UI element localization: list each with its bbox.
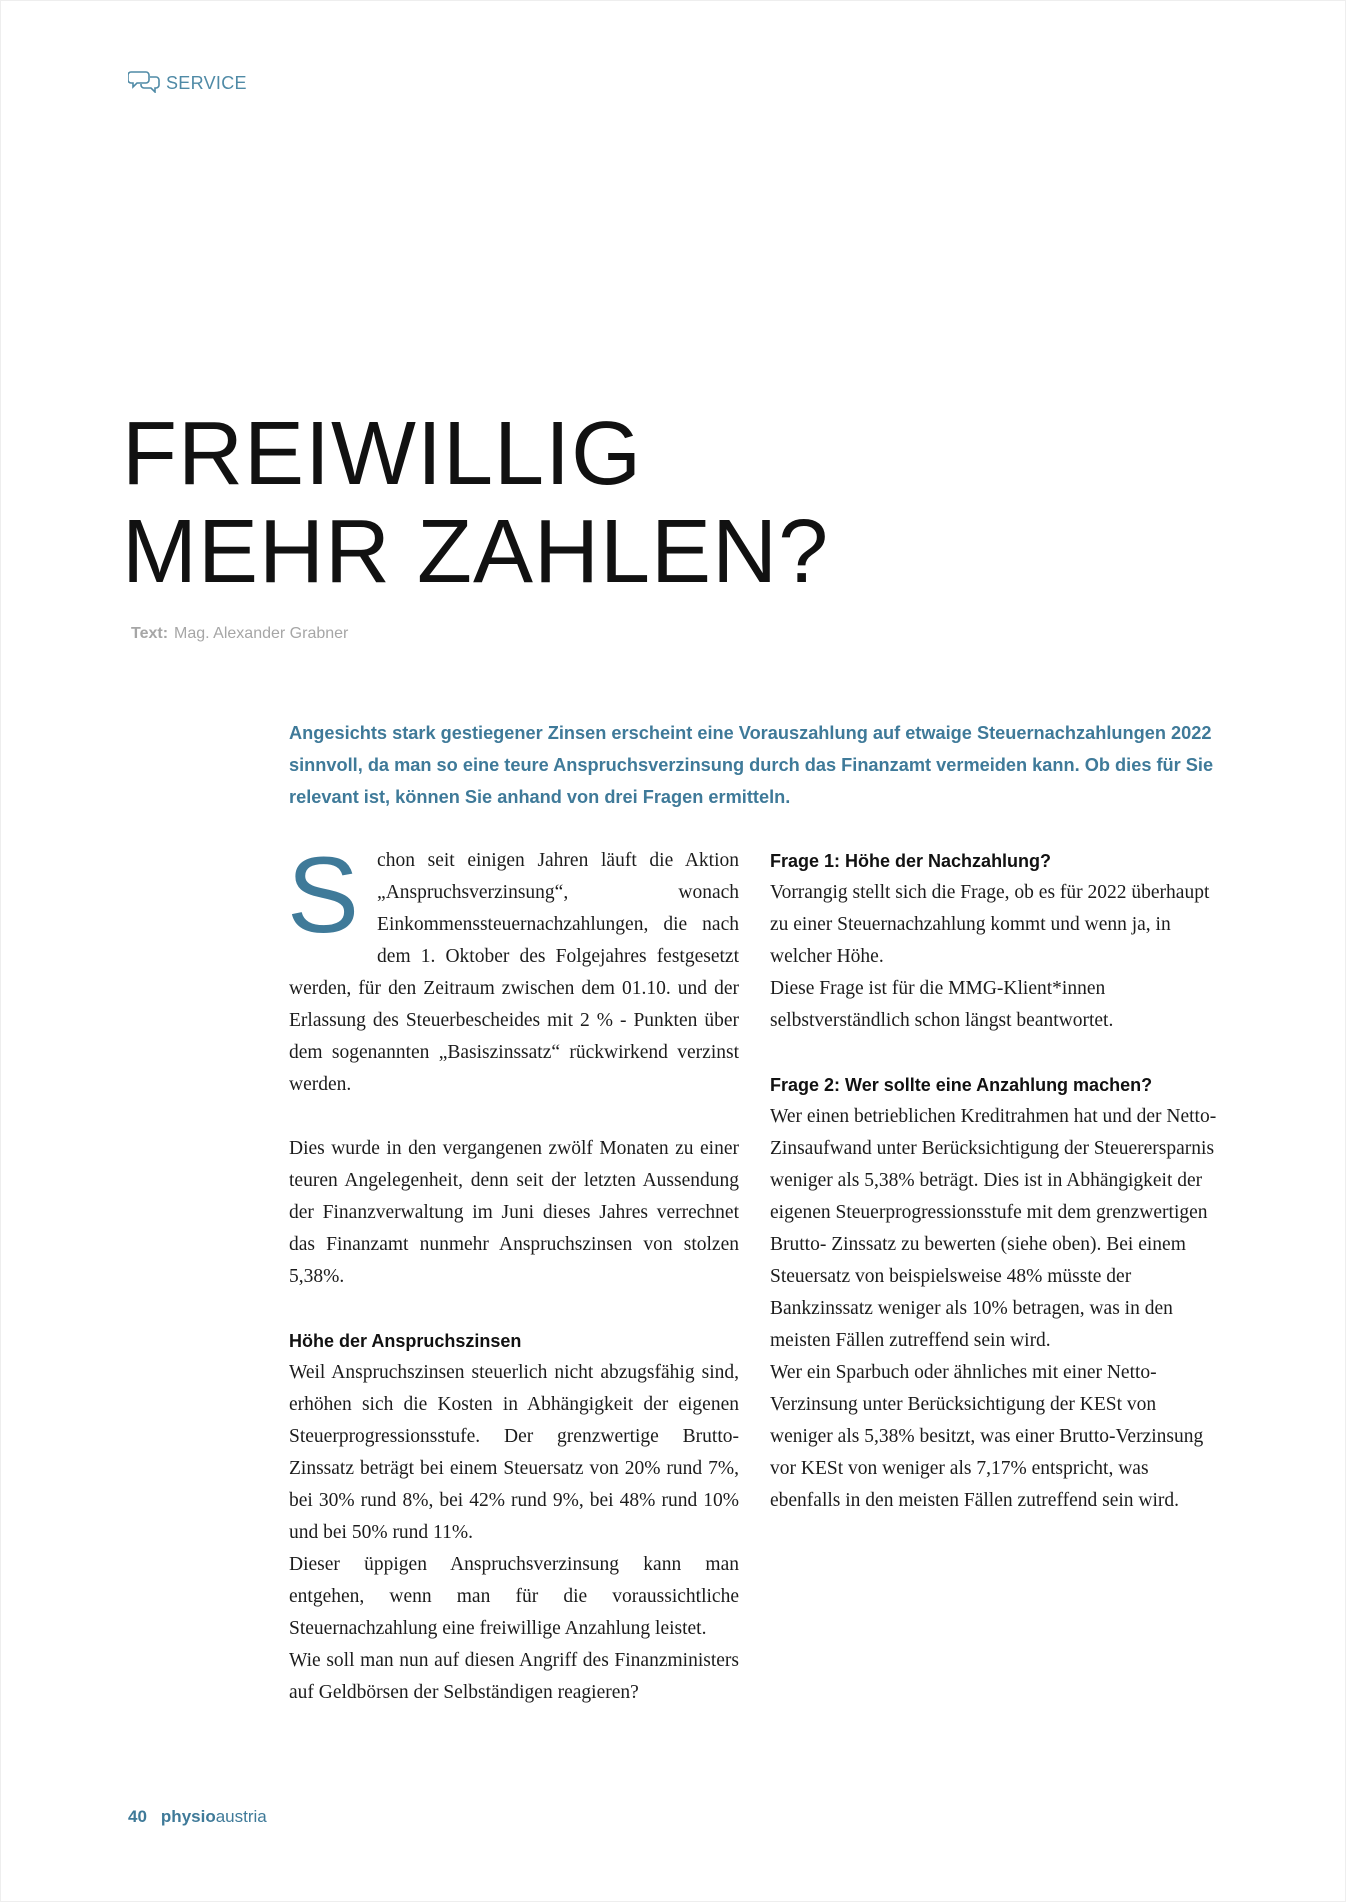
- page-number: 40: [128, 1807, 147, 1826]
- page-footer: [128, 1807, 267, 1827]
- lead-paragraph: Angesichts stark gestiegener Zinsen erscheint eine Vorauszahlung auf etwaige Steuernachzahlungen 2022 sinnvoll, da man so eine teure Anspruchsverzinsung durch das Finanzamt vermeiden kann. Ob dies für Sie relevant ist, können Sie anhand von drei Fragen ermitteln.: [289, 723, 1214, 807]
- right-subheading-2: Frage 2: Wer sollte eine Anzahlung machen?: [770, 1075, 1153, 1095]
- left-paragraph-2: Dies wurde in den vergangenen zwölf Monaten zu einer teuren Angelegenheit, denn seit der letzten Aussendung der Finanzverwaltung im Juni dieses Jahres verrechnet das Finanzamt nunmehr Anspruchszinsen von stolzen 5,38%.: [289, 1138, 739, 1287]
- right-paragraph-2: Diese Frage ist für die MMG-Klient*innen selbstverständlich schon längst beantwortet.: [770, 978, 1114, 1031]
- article-title: [122, 405, 829, 601]
- right-paragraph-3: Wer einen betrieblichen Kreditrahmen hat und der Netto-Zinsaufwand unter Berücksichtigung der Steuerersparnis weniger als 5,38% beträgt. Dies ist in Abhängigkeit der eigenen Steuerprogressionsstufe mit dem grenzwertigen Brutto- Zinssatz zu bewerten (siehe oben). Bei einem Steuersatz von beispielsweise 48% müsste der Bankzinssatz weniger als 10% betragen, was in den meisten Fällen zutreffend sein wird.: [770, 1106, 1217, 1351]
- left-paragraph-1: chon seit einigen Jahren läuft die Aktion „Anspruchsverzinsung“, wonach Einkommenssteuernachzahlungen, die nach dem 1. Oktober des Folgejahres festgesetzt werden, für den Zeitraum zwischen dem 01.10. und der Erlassung des Steuerbescheides mit 2 % - Punkten über dem sogenannten „Basiszinssatz“ rückwirkend verzinst werden.: [289, 850, 739, 1095]
- section-name: SERVICE: [166, 73, 247, 93]
- right-column: [770, 845, 1220, 1517]
- title-line-1: FREIWILLIG: [122, 404, 643, 504]
- byline-author: Mag. Alexander Grabner: [174, 625, 349, 642]
- brand-regular: austria: [215, 1807, 267, 1826]
- left-column: [287, 834, 739, 1709]
- right-paragraph-4: Wer ein Sparbuch oder ähnliches mit einer Netto-Verzinsung unter Berücksichtigung der KESt von weniger als 5,38% besitzt, was einer Brutto-Verzinsung vor KESt von weniger als 7,17% entspricht, was ebenfalls in den meisten Fällen zutreffend sein wird.: [770, 1362, 1204, 1511]
- left-paragraph-3: Weil Anspruchszinsen steuerlich nicht abzugsfähig sind, erhöhen sich die Kosten in Abhängigkeit der eigenen Steuerprogressionsstufe. Der grenzwertige Brutto-Zinssatz beträgt bei einem Steuersatz von 20% rund 7%, bei 30% rund 8%, bei 42% rund 9%, bei 48% rund 10% und bei 50% rund 11%.: [289, 1362, 739, 1543]
- byline-label: Text:: [131, 625, 169, 642]
- left-paragraph-5: Wie soll man nun auf diesen Angriff des Finanzministers auf Geldbörsen der Selbständigen reagieren?: [289, 1650, 739, 1703]
- section-label: [128, 69, 247, 98]
- brand-bold: physio: [160, 1807, 216, 1826]
- speech-bubbles-icon: [128, 69, 160, 98]
- left-paragraph-4: Dieser üppigen Anspruchsverzinsung kann man entgehen, wenn man für die voraussichtliche Steuernachzahlung eine freiwillige Anzahlung leistet.: [289, 1554, 739, 1639]
- right-subheading-1: Frage 1: Höhe der Nachzahlung?: [770, 851, 1052, 871]
- byline: [131, 625, 348, 643]
- title-line-2: MEHR ZAHLEN?: [122, 502, 830, 602]
- drop-cap: S: [287, 834, 360, 955]
- right-paragraph-1: Vorrangig stellt sich die Frage, ob es für 2022 überhaupt zu einer Steuernachzahlung kommt und wenn ja, in welcher Höhe.: [770, 882, 1210, 967]
- left-subheading: Höhe der Anspruchszinsen: [289, 1331, 522, 1351]
